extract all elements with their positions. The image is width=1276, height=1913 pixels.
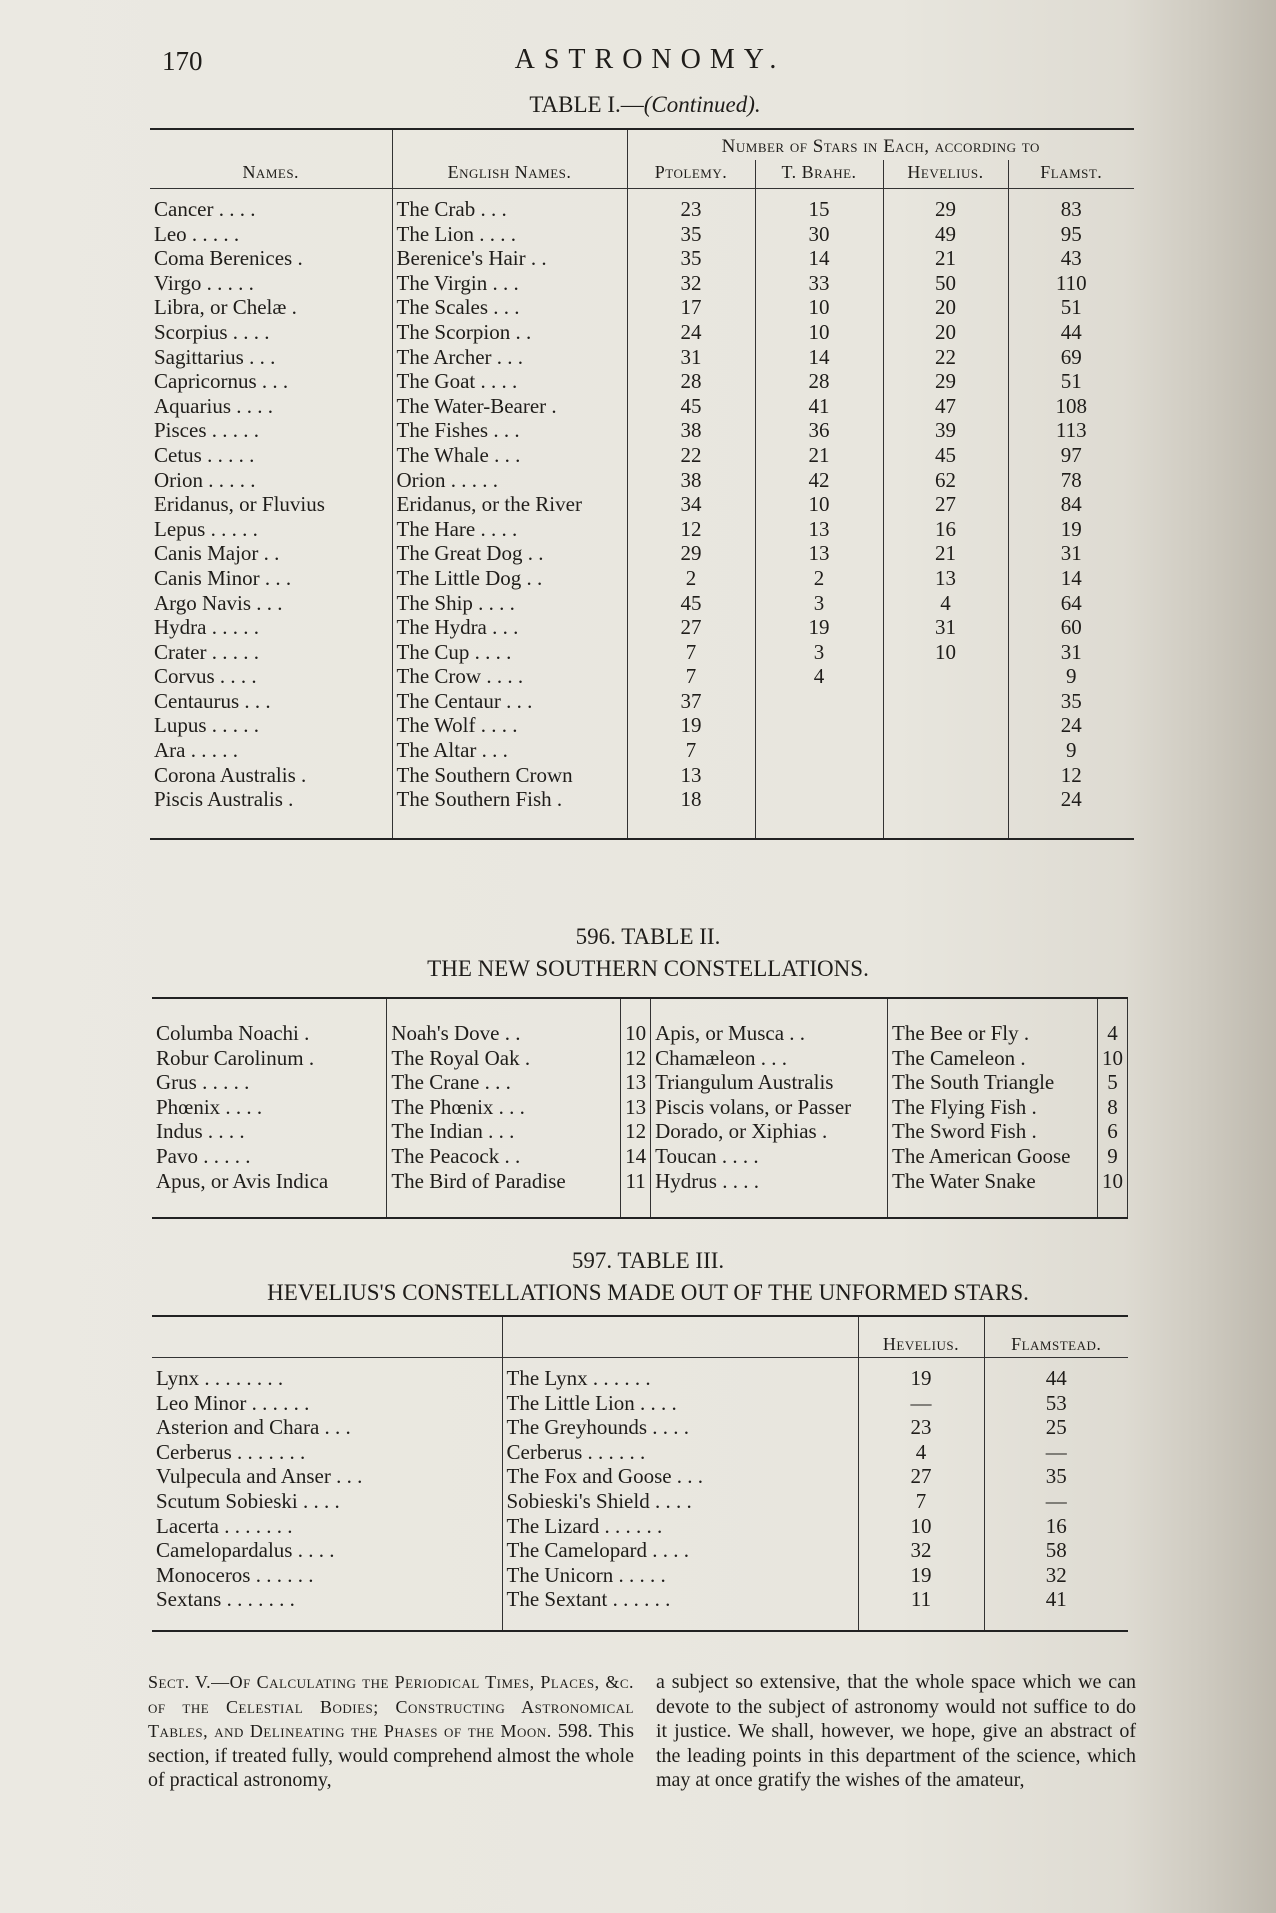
table1-row [150, 418, 1134, 443]
table1-row-cell: 78 [1008, 468, 1134, 493]
table3-row-cell: 23 [858, 1415, 984, 1440]
table3-row-cell: 19 [858, 1563, 984, 1588]
table3-row-cell: The Camelopard . . . . [502, 1538, 858, 1563]
table1-row-cell: Cancer . . . . [154, 197, 256, 221]
table3-row-cell: Asterion and Chara . . . [156, 1415, 351, 1440]
table1-row-cell: 83 [1008, 189, 1134, 222]
table1-row [150, 689, 1134, 714]
table1-row-cell: 20 [883, 320, 1008, 345]
table3-caption-title: HEVELIUS'S CONSTELLATIONS MADE OUT OF THE UNFORMED STARS. [267, 1280, 1029, 1305]
table3-row [152, 1514, 1128, 1539]
table1-row-cell: The Great Dog . . [392, 541, 627, 566]
table2-row-cell: Toucan . . . . [651, 1144, 888, 1169]
table1-row-cell: 33 [755, 271, 883, 296]
table1-row-cell: 4 [883, 591, 1008, 616]
table3-row-cell: Leo Minor . . . . . . [156, 1390, 310, 1415]
table1-row-cell: 51 [1008, 369, 1134, 394]
table2-row-cell: 6 [1097, 1119, 1127, 1144]
section-left-text: 598. This section, if treated fully, would comprehend almost the whole of practical astronomy, [148, 1720, 634, 1791]
table1-caption-suffix: (Continued). [643, 92, 761, 117]
table1-row [150, 713, 1134, 738]
table1-row-cell: The Goat . . . . [392, 369, 627, 394]
table1-row-cell: 45 [627, 394, 755, 419]
table1-row-cell: 22 [883, 345, 1008, 370]
table2-row [152, 1046, 1128, 1071]
table2-row-cell: Triangulum Australis [651, 1070, 888, 1095]
table1-row-cell: 9 [1008, 664, 1134, 689]
table1-row-cell [755, 763, 883, 788]
table3-row-cell: Camelopardalus . . . . [156, 1538, 335, 1563]
table1-row-cell: The Hare . . . . [392, 517, 627, 542]
table1-row-cell: 31 [1008, 640, 1134, 665]
table1-row-cell: 19 [1008, 517, 1134, 542]
table1-row-cell: Cetus . . . . . [154, 442, 255, 467]
table2-row-cell: The South Triangle [888, 1070, 1098, 1095]
table1-row-cell: Coma Berenices . [154, 246, 303, 271]
table1-row-cell: 113 [1008, 418, 1134, 443]
table3-row-cell: 10 [858, 1514, 984, 1539]
table3-row [152, 1358, 1128, 1391]
table1-row-cell [755, 787, 883, 838]
table2-caption-title: THE NEW SOUTHERN CONSTELLATIONS. [427, 956, 869, 981]
table2-row-cell: Columba Noachi . [156, 1021, 310, 1045]
table1-row-cell [883, 689, 1008, 714]
table1-row-cell: The Cup . . . . [392, 640, 627, 665]
table2-row-cell: Noah's Dove . . [387, 999, 621, 1046]
table1-row-cell: 17 [627, 295, 755, 320]
table1-row-cell: 30 [755, 222, 883, 247]
left-column [148, 1670, 634, 1793]
table1-row-cell: 29 [627, 541, 755, 566]
table1-row-cell: 108 [1008, 394, 1134, 419]
table1-row-cell: 27 [627, 615, 755, 640]
table3-row-cell: The Lizard . . . . . . [502, 1514, 858, 1539]
table1-row-cell: 45 [883, 443, 1008, 468]
table3-row-cell: The Lynx . . . . . . [502, 1358, 858, 1391]
table2-row-cell: 12 [621, 1046, 651, 1071]
table1-row-cell: 9 [1008, 738, 1134, 763]
table3-row [152, 1440, 1128, 1465]
table1-row [150, 222, 1134, 247]
table2-row-cell: 11 [621, 1169, 651, 1218]
table2-row-cell: The Sword Fish . [888, 1119, 1098, 1144]
table1-row-cell [755, 713, 883, 738]
table1-row-cell: 49 [883, 222, 1008, 247]
table1-row [150, 246, 1134, 271]
table1-row-cell: Orion . . . . . [154, 467, 256, 492]
table1-row-cell: 13 [755, 517, 883, 542]
table1-row-cell: The Scales . . . [392, 295, 627, 320]
table1-row [150, 320, 1134, 345]
table1-row-cell: 21 [755, 443, 883, 468]
table1-row-cell: The Fishes . . . [392, 418, 627, 443]
table1-row [150, 492, 1134, 517]
table3 [152, 1315, 1128, 1632]
table3-caption-number: 597. TABLE III. [571, 1248, 725, 1273]
table1-group-header: Number of Stars in Each, according to [627, 130, 1134, 160]
table1-row [150, 345, 1134, 370]
table3-row-cell: Scutum Sobieski . . . . [156, 1488, 340, 1513]
table3-row-cell: 41 [984, 1587, 1128, 1630]
table1-row [150, 566, 1134, 591]
table1-row-cell: The Archer . . . [392, 345, 627, 370]
table1-row-cell: 41 [755, 394, 883, 419]
table1-row-cell: Libra, or Chelæ . [154, 295, 297, 320]
table3-row-cell: 16 [984, 1514, 1128, 1539]
table1-row-cell: 95 [1008, 222, 1134, 247]
table1-row-cell: 19 [627, 713, 755, 738]
table1-row [150, 615, 1134, 640]
table2-row-cell: Robur Carolinum . [156, 1045, 315, 1070]
table1-col-english: English Names. [392, 160, 627, 189]
table1-row-cell: 14 [755, 246, 883, 271]
table2-row-cell: The Water Snake [888, 1169, 1098, 1218]
table3-col-flamstead: Flamstead. [984, 1317, 1128, 1358]
table1-row [150, 468, 1134, 493]
table1-row-cell: 3 [755, 640, 883, 665]
table2-row-cell: 13 [621, 1070, 651, 1095]
table1-row-cell: 19 [755, 615, 883, 640]
table2-row [152, 999, 1128, 1046]
table1-row-cell: 12 [627, 517, 755, 542]
table1-row-cell: 84 [1008, 492, 1134, 517]
table1-row-cell: 51 [1008, 295, 1134, 320]
table3-row-cell: The Little Lion . . . . [502, 1391, 858, 1416]
table3-row [152, 1489, 1128, 1514]
table1-row-cell: 31 [1008, 541, 1134, 566]
table1-row-cell: 39 [883, 418, 1008, 443]
table1-row-cell: Capricornus . . . [154, 369, 289, 394]
table1-row [150, 541, 1134, 566]
table2-row [152, 1070, 1128, 1095]
running-title: ASTRONOMY. [514, 44, 786, 75]
table2-row-cell: 5 [1097, 1070, 1127, 1095]
table1-row-cell: Lepus . . . . . [154, 516, 258, 541]
right-column: a subject so extensive, that the whole space which we can devote to the subject of astronomy would not suffice to do it justice. We shall, however, we hope, give an abstract of the leading points in this department of the science, which may at once gratify the wishes of the amateur, [656, 1671, 1136, 1791]
table3-row-cell: — [984, 1489, 1128, 1514]
table1-row-cell: The Hydra . . . [392, 615, 627, 640]
table2-row [152, 1095, 1128, 1120]
table1-row-cell: The Centaur . . . [392, 689, 627, 714]
table1-row-cell: 28 [627, 369, 755, 394]
table3-row [152, 1464, 1128, 1489]
table3-row-cell: 58 [984, 1538, 1128, 1563]
table1-row-cell [755, 689, 883, 714]
table1-row-cell: The Ship . . . . [392, 591, 627, 616]
table1-row-cell: 50 [883, 271, 1008, 296]
table2-row-cell: 9 [1097, 1144, 1127, 1169]
table1-row-cell: Piscis Australis . [154, 787, 294, 812]
table1-row-cell: 16 [883, 517, 1008, 542]
table1-row-cell: The Little Dog . . [392, 566, 627, 591]
table1-row-cell: 13 [627, 763, 755, 788]
table1-row-cell: Argo Navis . . . [154, 590, 283, 615]
table1-row-cell: Corona Australis . [154, 762, 307, 787]
table1-row-cell: 38 [627, 468, 755, 493]
table1-row-cell: Berenice's Hair . . [392, 246, 627, 271]
table2-row-cell: The Royal Oak . [387, 1046, 621, 1071]
section-heading: Sect. V.—Of Calculating the Periodical Times, Places, &c. of the Celestial Bodies; Constructing Astronomical Tables, and Delineating the Phases of the Moon. [148, 1672, 634, 1741]
table3-row-cell: — [858, 1391, 984, 1416]
table3-row [152, 1587, 1128, 1630]
table2-row-cell: The Phœnix . . . [387, 1095, 621, 1120]
table1-row [150, 271, 1134, 296]
table1-row-cell: 13 [883, 566, 1008, 591]
table1-col-hevelius: Hevelius. [883, 160, 1008, 189]
table1-row-cell: 62 [883, 468, 1008, 493]
table3-row [152, 1563, 1128, 1588]
table3-row [152, 1538, 1128, 1563]
table1-row-cell: 10 [883, 640, 1008, 665]
table1-row-cell: 69 [1008, 345, 1134, 370]
table1-row-cell: 29 [883, 369, 1008, 394]
table2-row-cell: 8 [1097, 1095, 1127, 1120]
table2-row-cell: Chamæleon . . . [651, 1046, 888, 1071]
table1-row-cell: 43 [1008, 246, 1134, 271]
table2-row-cell: 12 [621, 1119, 651, 1144]
table1-row-cell: Eridanus, or the River [392, 492, 627, 517]
table2-row-cell: Apus, or Avis Indica [156, 1168, 329, 1193]
table1-row-cell: Orion . . . . . [392, 468, 627, 493]
table1-row-cell: The Lion . . . . [392, 222, 627, 247]
table2-row-cell: 4 [1097, 999, 1127, 1046]
table2-row-cell: 10 [1097, 1169, 1127, 1218]
table3-row-cell: Lacerta . . . . . . . [156, 1513, 293, 1538]
table3-col-hevelius: Hevelius. [858, 1317, 984, 1358]
table2-row-cell: Indus . . . . [156, 1119, 245, 1144]
table1-row-cell: 10 [755, 295, 883, 320]
table1-row-cell: 31 [883, 615, 1008, 640]
table2-row-cell: The American Goose [888, 1144, 1098, 1169]
table3-row-cell: Monoceros . . . . . . [156, 1562, 314, 1587]
table1-row-cell: Canis Minor . . . [154, 565, 292, 590]
table1-row-cell: 21 [883, 246, 1008, 271]
table3-row-cell: Cerberus . . . . . . . [156, 1439, 306, 1464]
table2-row-cell: 10 [1097, 1046, 1127, 1071]
table2-row-cell: Hydrus . . . . [651, 1169, 888, 1218]
table1-row-cell: Aquarius . . . . [154, 393, 273, 418]
table1-row-cell: 35 [627, 222, 755, 247]
table1-row-cell: The Scorpion . . [392, 320, 627, 345]
table2-row [152, 1169, 1128, 1218]
table2-row-cell: The Cameleon . [888, 1046, 1098, 1071]
table1-row-cell: 22 [627, 443, 755, 468]
table1-row-cell: Lupus . . . . . [154, 713, 259, 738]
table2-row-cell: Pavo . . . . . [156, 1143, 251, 1168]
table1-row-cell: 97 [1008, 443, 1134, 468]
table1-row-cell: The Southern Crown [392, 763, 627, 788]
table1-row-cell: 23 [627, 189, 755, 222]
table3-row-cell: The Sextant . . . . . . [502, 1587, 858, 1630]
table3-row-cell: Cerberus . . . . . . [502, 1440, 858, 1465]
table1-row [150, 591, 1134, 616]
table1-col-brahe: T. Brahe. [755, 160, 883, 189]
table1-row-cell: Pisces . . . . . [154, 418, 259, 443]
table3-row-cell: 7 [858, 1489, 984, 1514]
table1-row [150, 517, 1134, 542]
table1-row-cell: Centaurus . . . [154, 688, 271, 713]
table1-row [150, 189, 1134, 222]
table1-row-cell [883, 763, 1008, 788]
table3-row [152, 1391, 1128, 1416]
table1-col-flamst: Flamst. [1008, 160, 1134, 189]
table1-row-cell: 2 [755, 566, 883, 591]
table1-row-cell: Virgo . . . . . [154, 270, 254, 295]
table3-row-cell: The Greyhounds . . . . [502, 1415, 858, 1440]
table2-row-cell: 14 [621, 1144, 651, 1169]
table1-row-cell: 12 [1008, 763, 1134, 788]
table3-row-cell: Vulpecula and Anser . . . [156, 1464, 363, 1489]
table1-row-cell: 38 [627, 418, 755, 443]
table3-row-cell: 27 [858, 1464, 984, 1489]
table3-row-cell: 44 [984, 1358, 1128, 1391]
table3-row-cell: — [984, 1440, 1128, 1465]
table1-row-cell: 24 [627, 320, 755, 345]
table1-row-cell: The Crow . . . . [392, 664, 627, 689]
table1-row-cell: 4 [755, 664, 883, 689]
table1-row-cell: Leo . . . . . [154, 221, 240, 246]
table3-row-cell: 19 [858, 1358, 984, 1391]
table2-row-cell: Dorado, or Xiphias . [651, 1119, 888, 1144]
table1-row-cell: The Altar . . . [392, 738, 627, 763]
table1-row-cell: The Water-Bearer . [392, 394, 627, 419]
table1-row-cell: 14 [755, 345, 883, 370]
table1-row-cell [883, 664, 1008, 689]
table1-row-cell: 44 [1008, 320, 1134, 345]
table1-row-cell: The Southern Fish . [392, 787, 627, 838]
table1-row-cell: Eridanus, or Fluvius [154, 492, 325, 517]
table1-row-cell [883, 713, 1008, 738]
table1-row [150, 394, 1134, 419]
table1-row-cell: 60 [1008, 615, 1134, 640]
table1-row-cell: The Wolf . . . . [392, 713, 627, 738]
table1-row [150, 369, 1134, 394]
table1-row-cell: 24 [1008, 713, 1134, 738]
table1-row [150, 763, 1134, 788]
table2-row-cell: Piscis volans, or Passer [651, 1095, 888, 1120]
table3-row [152, 1415, 1128, 1440]
table1-row-cell: 35 [1008, 689, 1134, 714]
table1-row-cell: 64 [1008, 591, 1134, 616]
table1-row-cell: 20 [883, 295, 1008, 320]
table1-row-cell: 28 [755, 369, 883, 394]
table1-row-cell: 10 [755, 320, 883, 345]
table2-row-cell: The Bird of Paradise [387, 1169, 621, 1218]
table1-row-cell: 29 [883, 189, 1008, 222]
table1-row-cell: Crater . . . . . [154, 639, 259, 664]
table1-row [150, 443, 1134, 468]
page-number: 170 [162, 46, 203, 76]
table1-row [150, 787, 1134, 838]
table3-row-cell: 4 [858, 1440, 984, 1465]
table1-row-cell: Sagittarius . . . [154, 344, 276, 369]
table2-row-cell: The Indian . . . [387, 1119, 621, 1144]
table2-row-cell: 10 [621, 999, 651, 1046]
table3-row-cell: Sobieski's Shield . . . . [502, 1489, 858, 1514]
table1-row-cell: Canis Major . . [154, 541, 280, 566]
table1-row-cell: 110 [1008, 271, 1134, 296]
table1-row-cell: 7 [627, 738, 755, 763]
table1-row-cell: The Crab . . . [392, 189, 627, 222]
table1-row-cell: 47 [883, 394, 1008, 419]
table1 [150, 128, 1134, 840]
table3-row-cell: 32 [984, 1563, 1128, 1588]
table1-row-cell: 15 [755, 189, 883, 222]
table3-row-cell: Lynx . . . . . . . . [156, 1366, 284, 1390]
table2-row-cell: The Bee or Fly . [888, 999, 1098, 1046]
table1-row-cell: 31 [627, 345, 755, 370]
table2-row-cell: 13 [621, 1095, 651, 1120]
table2-row [152, 1119, 1128, 1144]
table2-row-cell: The Crane . . . [387, 1070, 621, 1095]
table1-row-cell: 32 [627, 271, 755, 296]
table2-row-cell: The Flying Fish . [888, 1095, 1098, 1120]
table1-col-ptolemy: Ptolemy. [627, 160, 755, 189]
table3-row-cell: 35 [984, 1464, 1128, 1489]
table2-row-cell: Grus . . . . . [156, 1070, 250, 1095]
table3-row-cell: 25 [984, 1415, 1128, 1440]
table1-row-cell [883, 738, 1008, 763]
table1-row-cell: The Virgin . . . [392, 271, 627, 296]
table1-row-cell: Corvus . . . . [154, 664, 257, 689]
table2-row-cell: The Peacock . . [387, 1144, 621, 1169]
table1-row [150, 640, 1134, 665]
table1-row-cell: 7 [627, 640, 755, 665]
table1-row-cell: 2 [627, 566, 755, 591]
table2-row-cell: Apis, or Musca . . [651, 999, 888, 1046]
table1-row-cell: Scorpius . . . . [154, 319, 270, 344]
table3-row-cell: Sextans . . . . . . . [156, 1587, 295, 1612]
table1-caption [0, 92, 1276, 118]
table1-row-cell [755, 738, 883, 763]
table1-row-cell: Ara . . . . . [154, 738, 238, 763]
table3-row-cell: The Fox and Goose . . . [502, 1464, 858, 1489]
table3-row-cell: 32 [858, 1538, 984, 1563]
table1-row [150, 664, 1134, 689]
table1-row [150, 738, 1134, 763]
table1-row-cell: 27 [883, 492, 1008, 517]
table1-row-cell: 10 [755, 492, 883, 517]
table1-row-cell: 35 [627, 246, 755, 271]
table1-row-cell: 45 [627, 591, 755, 616]
table1-row-cell [883, 787, 1008, 838]
table1-row-cell: 24 [1008, 787, 1134, 838]
table1-caption-prefix: TABLE I.— [529, 92, 644, 117]
table1-row-cell: 21 [883, 541, 1008, 566]
table1-row-cell: The Whale . . . [392, 443, 627, 468]
table2-row-cell: Phœnix . . . . [156, 1094, 263, 1119]
table1-row-cell: 42 [755, 468, 883, 493]
table3-row-cell: 11 [858, 1587, 984, 1630]
table1-col-names: Names. [150, 160, 392, 189]
table3-row-cell: 53 [984, 1391, 1128, 1416]
table2 [152, 997, 1128, 1219]
table1-row-cell: 36 [755, 418, 883, 443]
table1-row [150, 295, 1134, 320]
table1-row-cell: 13 [755, 541, 883, 566]
table1-row-cell: 18 [627, 787, 755, 838]
table2-caption-number: 596. TABLE II. [575, 924, 721, 949]
table1-row-cell: 14 [1008, 566, 1134, 591]
table2-row [152, 1144, 1128, 1169]
table1-row-cell: 37 [627, 689, 755, 714]
table1-row-cell: 7 [627, 664, 755, 689]
table1-row-cell: 3 [755, 591, 883, 616]
table1-row-cell: Hydra . . . . . [154, 615, 259, 640]
table3-row-cell: The Unicorn . . . . . [502, 1563, 858, 1588]
table1-row-cell: 34 [627, 492, 755, 517]
